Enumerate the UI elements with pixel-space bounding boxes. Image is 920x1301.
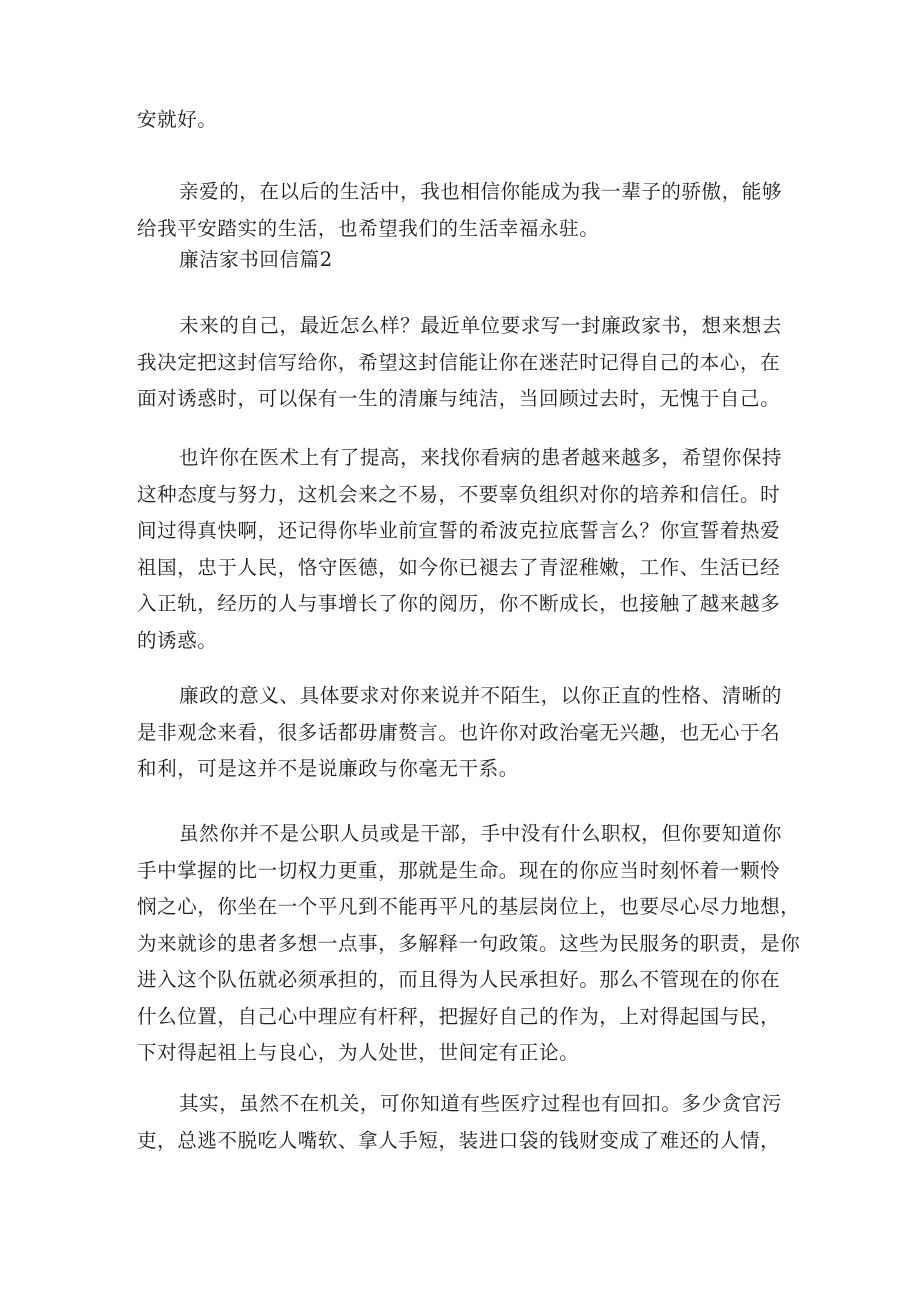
- text-line: 也许你在医术上有了提高，来找你看病的患者越来越多，希望你保持: [179, 446, 783, 469]
- text-line: 祖国，忠于人民，恪守医德，如今你已褪去了青涩稚嫩，工作、生活已经: [137, 555, 781, 579]
- text-line: 和利，可是这并不是说廉政与你毫无干系。: [137, 757, 519, 780]
- text-line: 虽然你并不是公职人员或是干部，手中没有什么职权，但你要知道你: [179, 822, 783, 845]
- text-line: 是非观念来看，很多话都毋庸赘言。也许你对政治毫无兴趣，也无心于名: [137, 720, 781, 744]
- paragraph-medical-skill: [137, 440, 792, 659]
- text-line: 未来的自己，最近怎么样？最近单位要求写一封廉政家书，想来想去: [179, 314, 783, 337]
- paragraph-closing: [137, 174, 792, 247]
- text-line: 间过得真快啊，还记得你毕业前宣誓的希波克拉底誓言么？你宣誓着热爱: [137, 519, 781, 542]
- text-line: 为来就诊的患者多想一点事，多解释一句政策。这些为民服务的职责，是你: [137, 931, 801, 955]
- paragraph-kickbacks: [137, 1086, 792, 1159]
- text-line: 给我平安踏实的生活，也希望我们的生活幸福永驻。: [137, 216, 600, 240]
- paragraph-integrity-meaning: [137, 678, 792, 788]
- text-line: 我决定把这封信写给你，希望这封信能让你在迷茫时记得自己的本心，在: [137, 350, 781, 374]
- text-line: 廉政的意义、具体要求对你来说并不陌生，以你正直的性格、清晰的: [179, 684, 783, 707]
- text-line: 什么位置，自己心中理应有杆秤，把握好自己的作为，上对得起国与民，: [137, 1004, 781, 1028]
- text-line: 其实，虽然不在机关，可你知道有些医疗过程也有回扣。多少贪官污: [179, 1092, 783, 1115]
- paragraph-continuation: [137, 102, 792, 139]
- text-line: 的诱惑。: [137, 628, 218, 652]
- text-line: 入正轨，经历的人与事增长了你的阅历，你不断成长，也接触了越来越多: [137, 592, 781, 615]
- text-line: 面对诱惑时，可以保有一生的清廉与纯洁，当回顾过去时，无愧于自己。: [137, 387, 781, 410]
- paragraph-responsibility: [137, 816, 801, 1072]
- text-line: 安就好。: [137, 108, 218, 131]
- section-heading: [137, 242, 792, 279]
- text-line: 亲爱的，在以后的生活中，我也相信你能成为我一辈子的骄傲，能够: [179, 180, 783, 203]
- text-line: 下对得起祖上与良心，为人处世，世间定有正论。: [137, 1041, 580, 1064]
- text-line: 悯之心，你坐在一个平凡到不能再平凡的基层岗位上，也要尽心尽力地想，: [137, 895, 801, 918]
- paragraph-opening: [137, 308, 792, 418]
- text-line: 这种态度与努力，这机会来之不易，不要辜负组织对你的培养和信任。时: [137, 482, 781, 506]
- text-line: 手中掌握的比一切权力更重，那就是生命。现在的你应当时刻怀着一颗怜: [137, 858, 781, 882]
- text-line: 进入这个队伍就必须承担的，而且得为人民承担好。那么不管现在的你在: [137, 968, 781, 991]
- section-title: 廉洁家书回信篇2: [179, 248, 333, 271]
- text-line: 吏，总逃不脱吃人嘴软、拿人手短，装进口袋的钱财变成了难还的人情，: [137, 1128, 781, 1152]
